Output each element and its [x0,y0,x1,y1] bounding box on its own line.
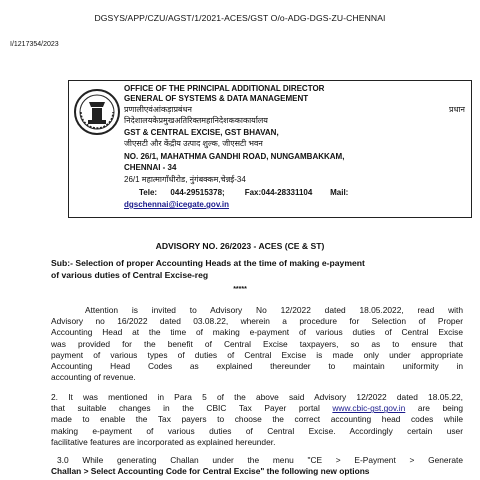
office-title-line2: GENERAL OF SYSTEMS & DATA MANAGEMENT [124,94,309,103]
subject-line: of various duties of Central Excise-reg [51,269,209,280]
office-address-line9: 26/1 महात्मागाँधीरोड, नुंगंबक्कम,चेन्नई-34 [124,175,246,184]
office-title-line1: OFFICE OF THE PRINCIPAL ADDITIONAL DIRECTOR [124,84,325,93]
para2-line: made to enable the Tax payers to choose the correct accounting head codes while [51,414,463,425]
para1-line: Accounting Head at the time of making e-payment of various duties of Central Excise [51,327,463,338]
para1-line: was provided for the benefit of Central Excise taxpayers, so as to ensure that [51,338,463,349]
subject-line: Sub:- Selection of proper Accounting Heads at the time of making e-payment [51,258,365,268]
para1-line: Advisory no 16/2022 dated 03.08.22, wherein a procedure for Selection of Proper [51,316,463,327]
subject [51,258,463,281]
file-number: I/1217354/2023 [10,41,59,48]
para2-line: facilitative features are incorporated as explained hereunder. [51,436,276,447]
paragraph-2 [51,392,463,448]
office-title-line4: निदेशालयकेप्रमुखअतिरिक्तमहानिदेशककाकार्यालय [124,116,268,125]
office-address-line5: GST & CENTRAL EXCISE, GST BHAVAN, [124,128,279,137]
paragraph-1 [51,305,463,383]
office-address-line6: जीएसटी और केंद्रीय उत्पाद शुल्क, जीएसटी भवन [124,139,263,148]
office-address-line8: CHENNAI - 34 [124,163,177,172]
para2-line: making e-payment of various duties of Central Excise. Accordingly certain user [51,425,463,436]
para2-line: 2. It was mentioned in Para 5 of the above said Advisory 12/2022 dated 18.05.22, [51,392,463,402]
para3-line: 3.0 While generating Challan under the menu "CE > E-Payment > Generate [57,455,463,465]
cbic-emblem-icon [73,87,121,137]
cbic-portal-link[interactable]: www.cbic-gst.gov.in [332,403,406,414]
office-address-line7: NO. 26/1, MAHATHMA GANDHI ROAD, NUNGAMBAKKAM, [124,152,345,161]
separator-stars: ***** [233,286,247,293]
email-link[interactable]: dgschennai@icegate.gov.in [124,200,230,209]
email-line[interactable] [124,200,465,211]
paragraph-3 [51,455,463,477]
reference-line: DGSYS/APP/CZU/AGST/1/2021-ACES/GST O/o-ADG-DGS-ZU-CHENNAI [94,13,386,23]
office-header-box [68,80,472,218]
para1-line: Accounting Head Codes as explained thereunder to maintain uniformity in [51,361,463,372]
advisory-title: ADVISORY NO. 26/2023 - ACES (CE & ST) [155,241,325,251]
para3-line: Challan > Select Accounting Code for Central Excise" the following new options [51,466,370,477]
para1-line: payment of various types of duties of Central Excise is made only under appropriate [51,349,463,360]
para1-line: Attention is invited to Advisory No 12/2022 dated 18.05.2022, read with [85,305,463,315]
contact-line: Tele: 044-29515378; Fax:044-28331104 Mail: [139,188,349,197]
office-title-line3: प्रणालीएवंआंकड़ाप्रबंधन प्रधान [124,105,465,114]
para1-line: accounting of revenue. [51,372,136,383]
para2-line: that suitable changes in the CBIC Tax Payer portal www.cbic-gst.gov.in are being [51,403,464,414]
